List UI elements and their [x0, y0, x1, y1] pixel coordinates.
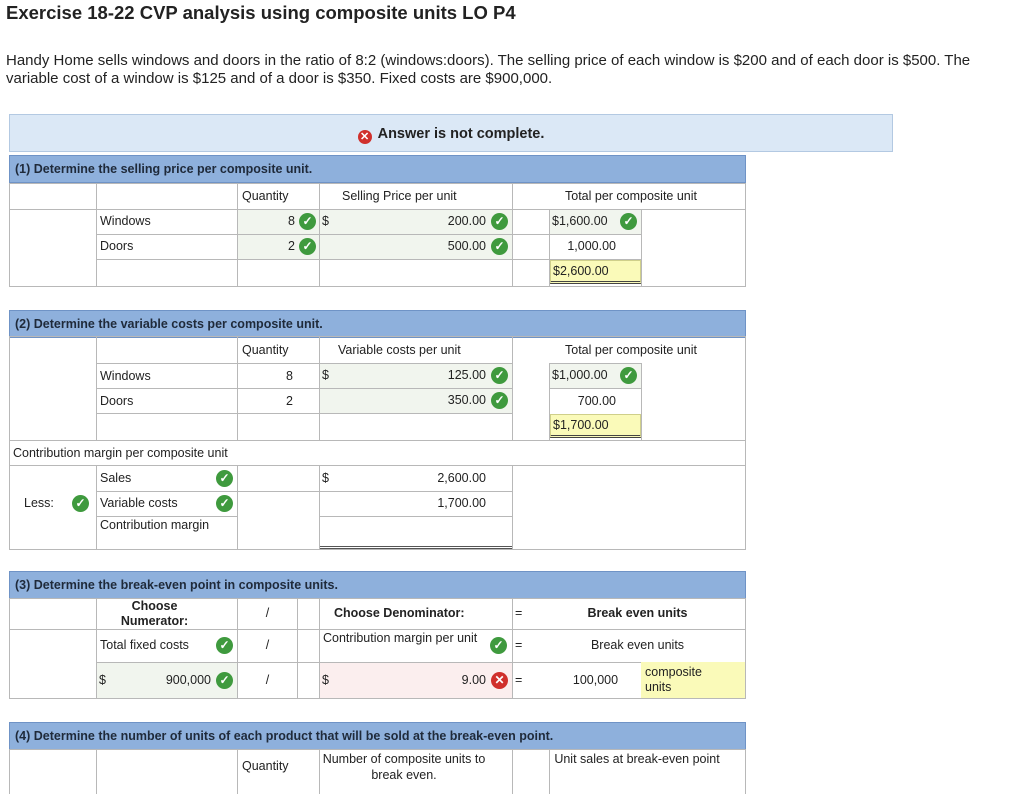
p2-row-label: Windows	[100, 369, 151, 383]
banner-text: Answer is not complete.	[377, 126, 545, 142]
answer-status-banner	[9, 114, 893, 152]
p1-total-value: 1,000.00	[567, 239, 616, 253]
p3-h-result: Break even units	[587, 606, 688, 620]
check-icon: ✓	[72, 495, 89, 512]
p1-qty-input[interactable]: 2 ✓	[238, 235, 319, 259]
p2-col-total: Total per composite unit	[565, 343, 698, 357]
check-icon: ✓	[491, 238, 508, 255]
cm-sales-label[interactable]: Sales	[100, 471, 132, 485]
p1-row-label: Windows	[100, 214, 151, 228]
p2-cost-input[interactable]: $ 125.00 ✓	[320, 364, 512, 388]
check-icon: ✓	[491, 392, 508, 409]
page-title: Exercise 18-22 CVP analysis using composite units LO P4	[6, 2, 516, 23]
p3-denominator-select[interactable]: Contribution margin per unit	[323, 631, 478, 645]
p3-h-slash: /	[265, 606, 270, 620]
p1-col-total: Total per composite unit	[565, 189, 698, 203]
p4-col-sales: Unit sales at break-even point	[554, 752, 720, 766]
p2-grand-total[interactable]: $1,700.00	[550, 414, 641, 438]
p2-total-input[interactable]: $1,000.00 ✓	[550, 364, 641, 388]
check-icon: ✓	[216, 470, 233, 487]
error-icon: ✕	[491, 672, 508, 689]
part1-heading: (1) Determine the selling price per composite unit.	[9, 155, 746, 183]
p1-total-input[interactable]: $1,600.00 ✓	[550, 210, 641, 234]
p2-cost-input[interactable]: 350.00 ✓	[320, 389, 512, 413]
check-icon: ✓	[620, 213, 637, 230]
p3-h-denominator: Choose Denominator:	[334, 606, 465, 620]
p2-col-cost: Variable costs per unit	[338, 343, 461, 357]
p3-h-equals: =	[515, 606, 523, 620]
p2-total-value: 700.00	[577, 394, 616, 408]
p3-result-unit[interactable]: composite units	[641, 662, 745, 698]
error-icon: ✕	[358, 130, 372, 144]
check-icon: ✓	[299, 213, 316, 230]
check-icon: ✓	[491, 213, 508, 230]
p3-numerator-input[interactable]: $ 900,000 ✓	[97, 663, 237, 698]
p1-price-input[interactable]: 500.00 ✓	[320, 235, 512, 259]
p1-price-input[interactable]: $ 200.00 ✓	[320, 210, 512, 234]
p3-slash: /	[265, 673, 270, 687]
check-icon: ✓	[491, 367, 508, 384]
cm-varcost-label[interactable]: Variable costs	[100, 496, 178, 510]
p1-col-price: Selling Price per unit	[342, 189, 457, 203]
part4-heading: (4) Determine the number of units of each product that will be sold at the break-even point.	[9, 722, 746, 750]
cm-dollar: $	[322, 471, 329, 485]
p1-col-quantity: Quantity	[242, 189, 289, 203]
p1-grand-total[interactable]: $2,600.00	[550, 260, 641, 284]
p2-qty-value: 8	[286, 369, 293, 383]
problem-text: Handy Home sells windows and doors in the ratio of 8:2 (windows:doors). The selling price of each window is $200 and of each door is $500. The variable cost of a window is $125 and of a door is $350. Fixed costs are $900,000.	[6, 52, 971, 87]
check-icon: ✓	[216, 495, 233, 512]
check-icon: ✓	[490, 637, 507, 654]
p3-denominator-input[interactable]: $ 9.00 ✕	[320, 663, 512, 698]
p2-col-quantity: Quantity	[242, 343, 289, 357]
check-icon: ✓	[620, 367, 637, 384]
cm-less-label[interactable]: Less:	[24, 496, 54, 510]
cm-heading: Contribution margin per composite unit	[13, 446, 228, 460]
p3-slash: /	[265, 638, 270, 652]
check-icon: ✓	[216, 637, 233, 654]
p3-result-label[interactable]: Break even units	[590, 638, 685, 652]
cm-margin-label[interactable]: Contribution margin	[100, 518, 210, 532]
part2-heading: (2) Determine the variable costs per composite unit.	[9, 310, 746, 338]
p4-col-composite: Number of composite units to break even.	[322, 752, 486, 782]
p2-qty-value: 2	[286, 394, 293, 408]
p3-equals: =	[515, 673, 523, 687]
p3-numerator-select[interactable]: Total fixed costs	[100, 638, 189, 652]
p1-row-label: Doors	[100, 239, 134, 253]
p1-qty-input[interactable]: 8 ✓	[238, 210, 319, 234]
part3-heading: (3) Determine the break-even point in composite units.	[9, 571, 746, 599]
cm-sales-value: 2,600.00	[437, 471, 486, 485]
p2-row-label: Doors	[100, 394, 134, 408]
check-icon: ✓	[216, 672, 233, 689]
p3-equals: =	[515, 638, 523, 652]
p3-h-numerator: Choose Numerator:	[120, 599, 189, 628]
p4-col-quantity: Quantity	[242, 759, 289, 773]
p3-result-value[interactable]: 100,000	[572, 673, 619, 687]
check-icon: ✓	[299, 238, 316, 255]
cm-varcost-value: 1,700.00	[437, 496, 486, 510]
